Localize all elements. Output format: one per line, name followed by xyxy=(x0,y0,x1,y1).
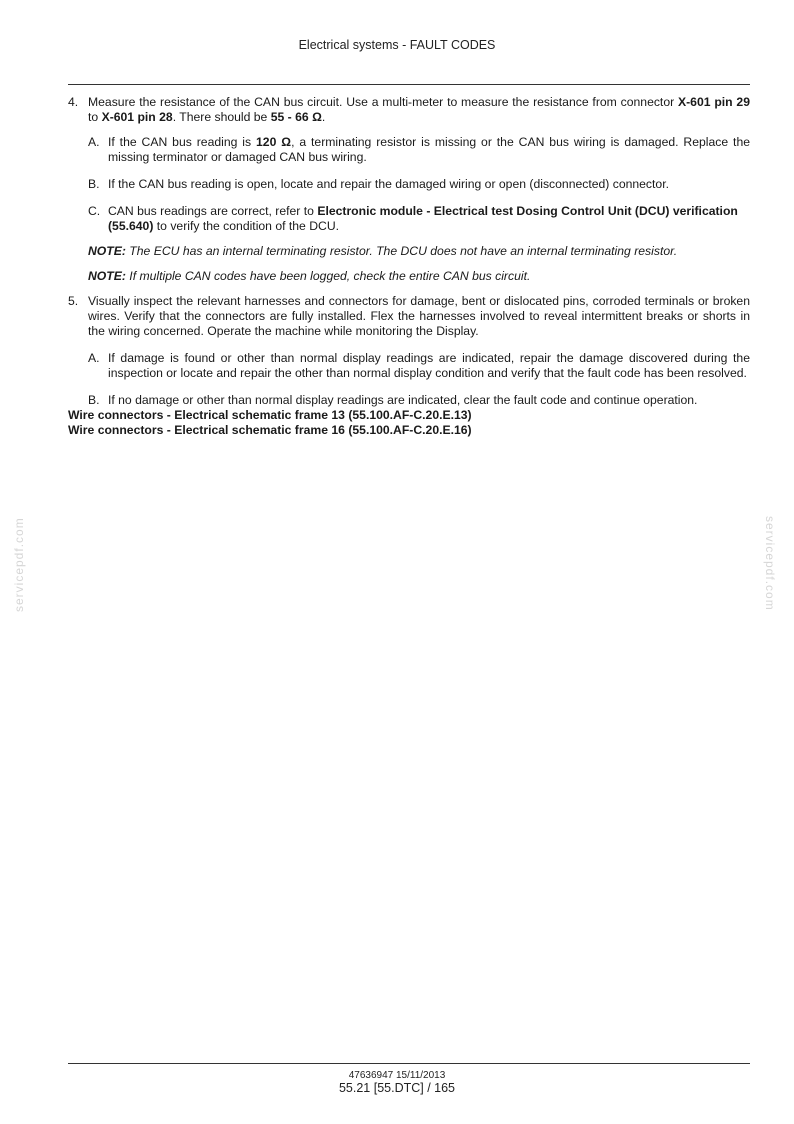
sub-text: If the CAN bus reading is xyxy=(108,135,257,149)
step-text: to xyxy=(88,110,102,124)
step-text: . xyxy=(321,110,326,124)
connector-ref: X-601 pin 28 xyxy=(101,110,173,124)
header-divider xyxy=(68,84,750,85)
watermark-right: servicepdf.com xyxy=(763,516,777,611)
step-number: 5. xyxy=(68,294,79,308)
footer-divider xyxy=(68,1063,750,1064)
step-text: . There should be xyxy=(172,110,271,124)
note-text: If multiple CAN codes have been logged, check the entire CAN bus circuit. xyxy=(125,269,531,283)
sub-letter: B. xyxy=(88,177,100,191)
step-5-sub-a xyxy=(68,351,750,381)
sub-text: CAN bus readings are correct, refer to xyxy=(108,204,318,218)
connector-ref: X-601 pin 29 xyxy=(677,95,750,109)
reference-link[interactable]: Electronic module - Electrical test Dosing Control Unit (DCU) verification (55.640) xyxy=(108,204,738,233)
note-label: NOTE: xyxy=(88,244,126,258)
note-multiple-codes xyxy=(68,269,750,284)
resistance-value: 120 Ω xyxy=(256,135,292,149)
page-header-title: Electrical systems - FAULT CODES xyxy=(298,38,496,52)
sub-letter: A. xyxy=(88,135,100,149)
watermark-left: servicepdf.com xyxy=(12,517,26,612)
step-4 xyxy=(68,95,750,125)
step-text: Measure the resistance of the CAN bus circuit. Use a multi-meter to measure the resistance from connector xyxy=(88,95,678,109)
sub-text: to verify the condition of the DCU. xyxy=(153,219,340,233)
sub-text: If the CAN bus reading is open, locate and repair the damaged wiring or open (disconnected) connector. xyxy=(108,177,669,191)
step-5-sub-b xyxy=(68,393,750,408)
note-text: The ECU has an internal terminating resistor. The DCU does not have an internal terminating resistor. xyxy=(125,244,678,258)
schematic-link-frame-13[interactable]: Wire connectors - Electrical schematic frame 13 (55.100.AF-C.20.E.13) xyxy=(68,408,472,422)
step-text: Visually inspect the relevant harnesses and connectors for damage, bent or dislocated pins, corroded terminals or broken wires. Verify that the connectors are fully installed. Flex the harnesses involved to reveal intermittent breaks or shorts in the wiring concerned. Operate the machine while monitoring the Display. xyxy=(88,294,750,338)
note-ecu-resistor xyxy=(68,244,750,259)
footer-document-id: 47636947 15/11/2013 xyxy=(348,1070,446,1081)
step-4-sub-c xyxy=(68,204,750,234)
step-5 xyxy=(68,294,750,339)
sub-letter: B. xyxy=(88,393,100,407)
resistance-value: 55 - 66 Ω xyxy=(270,110,322,124)
sub-text: If no damage or other than normal display readings are indicated, clear the fault code and continue operation. xyxy=(108,393,698,407)
sub-letter: A. xyxy=(88,351,100,365)
sub-text: , a terminating resistor is missing or the CAN bus wiring is damaged. Replace the missing terminator or damaged CAN bus wiring. xyxy=(108,135,751,164)
schematic-link-frame-16[interactable]: Wire connectors - Electrical schematic frame 16 (55.100.AF-C.20.E.16) xyxy=(68,423,472,437)
step-number: 4. xyxy=(68,95,79,109)
document-body xyxy=(68,95,750,438)
footer-page-number: 55.21 [55.DTC] / 165 xyxy=(338,1081,456,1095)
note-label: NOTE: xyxy=(88,269,126,283)
step-4-sub-b xyxy=(68,177,750,192)
step-4-sub-a xyxy=(68,135,750,165)
sub-letter: C. xyxy=(88,204,101,218)
sub-text: If damage is found or other than normal display readings are indicated, repair the damage discovered during the inspection or locate and repair the other than normal display condition and verify that the fault code has been resolved. xyxy=(108,351,750,380)
